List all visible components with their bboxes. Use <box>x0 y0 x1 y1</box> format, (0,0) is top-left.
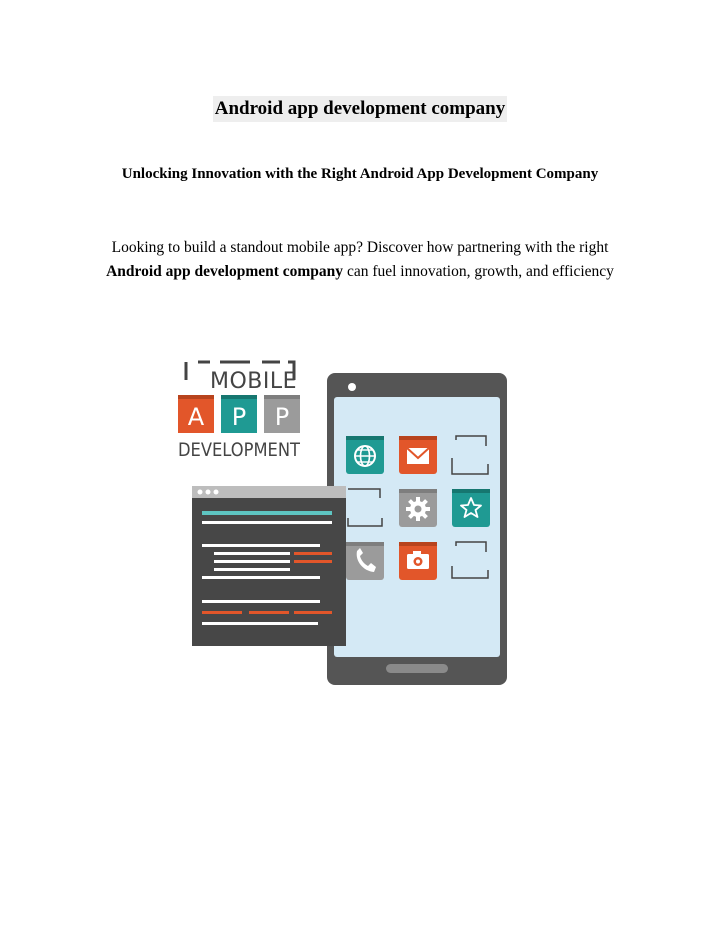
code-line-highlight <box>202 511 332 515</box>
logo-app-blocks <box>178 395 300 433</box>
mobile-app-illustration <box>170 350 515 695</box>
star-icon <box>452 489 490 527</box>
page-subtitle: Unlocking Innovation with the Right Android App Development Company <box>121 166 599 182</box>
logo-development-text: DEVELOPMENT <box>178 439 301 461</box>
intro-bold-keyword: Android app development company <box>106 263 344 280</box>
gear-icon <box>399 489 437 527</box>
code-window <box>192 486 346 646</box>
intro-line-2-rest: can fuel innovation, growth, and efficiency <box>343 263 614 280</box>
mail-icon <box>399 436 437 474</box>
intro-paragraph <box>60 236 660 284</box>
phone-home-button <box>386 664 448 673</box>
phone-icon <box>346 542 384 580</box>
phone-camera-dot <box>348 383 356 391</box>
phone-device <box>327 373 507 685</box>
illustration-svg <box>170 350 515 695</box>
globe-icon <box>346 436 384 474</box>
title-wrapper <box>0 96 720 122</box>
logo-mobile-text: MOBILE <box>210 369 298 394</box>
logo-letter-a: A <box>187 403 205 431</box>
logo-letter-p1: P <box>231 403 247 431</box>
page-title: Android app development company <box>213 96 508 122</box>
camera-icon <box>399 542 437 580</box>
intro-line-1: Looking to build a standout mobile app? Discover how partnering with the right <box>111 239 609 256</box>
logo-letter-p2: P <box>274 403 290 431</box>
